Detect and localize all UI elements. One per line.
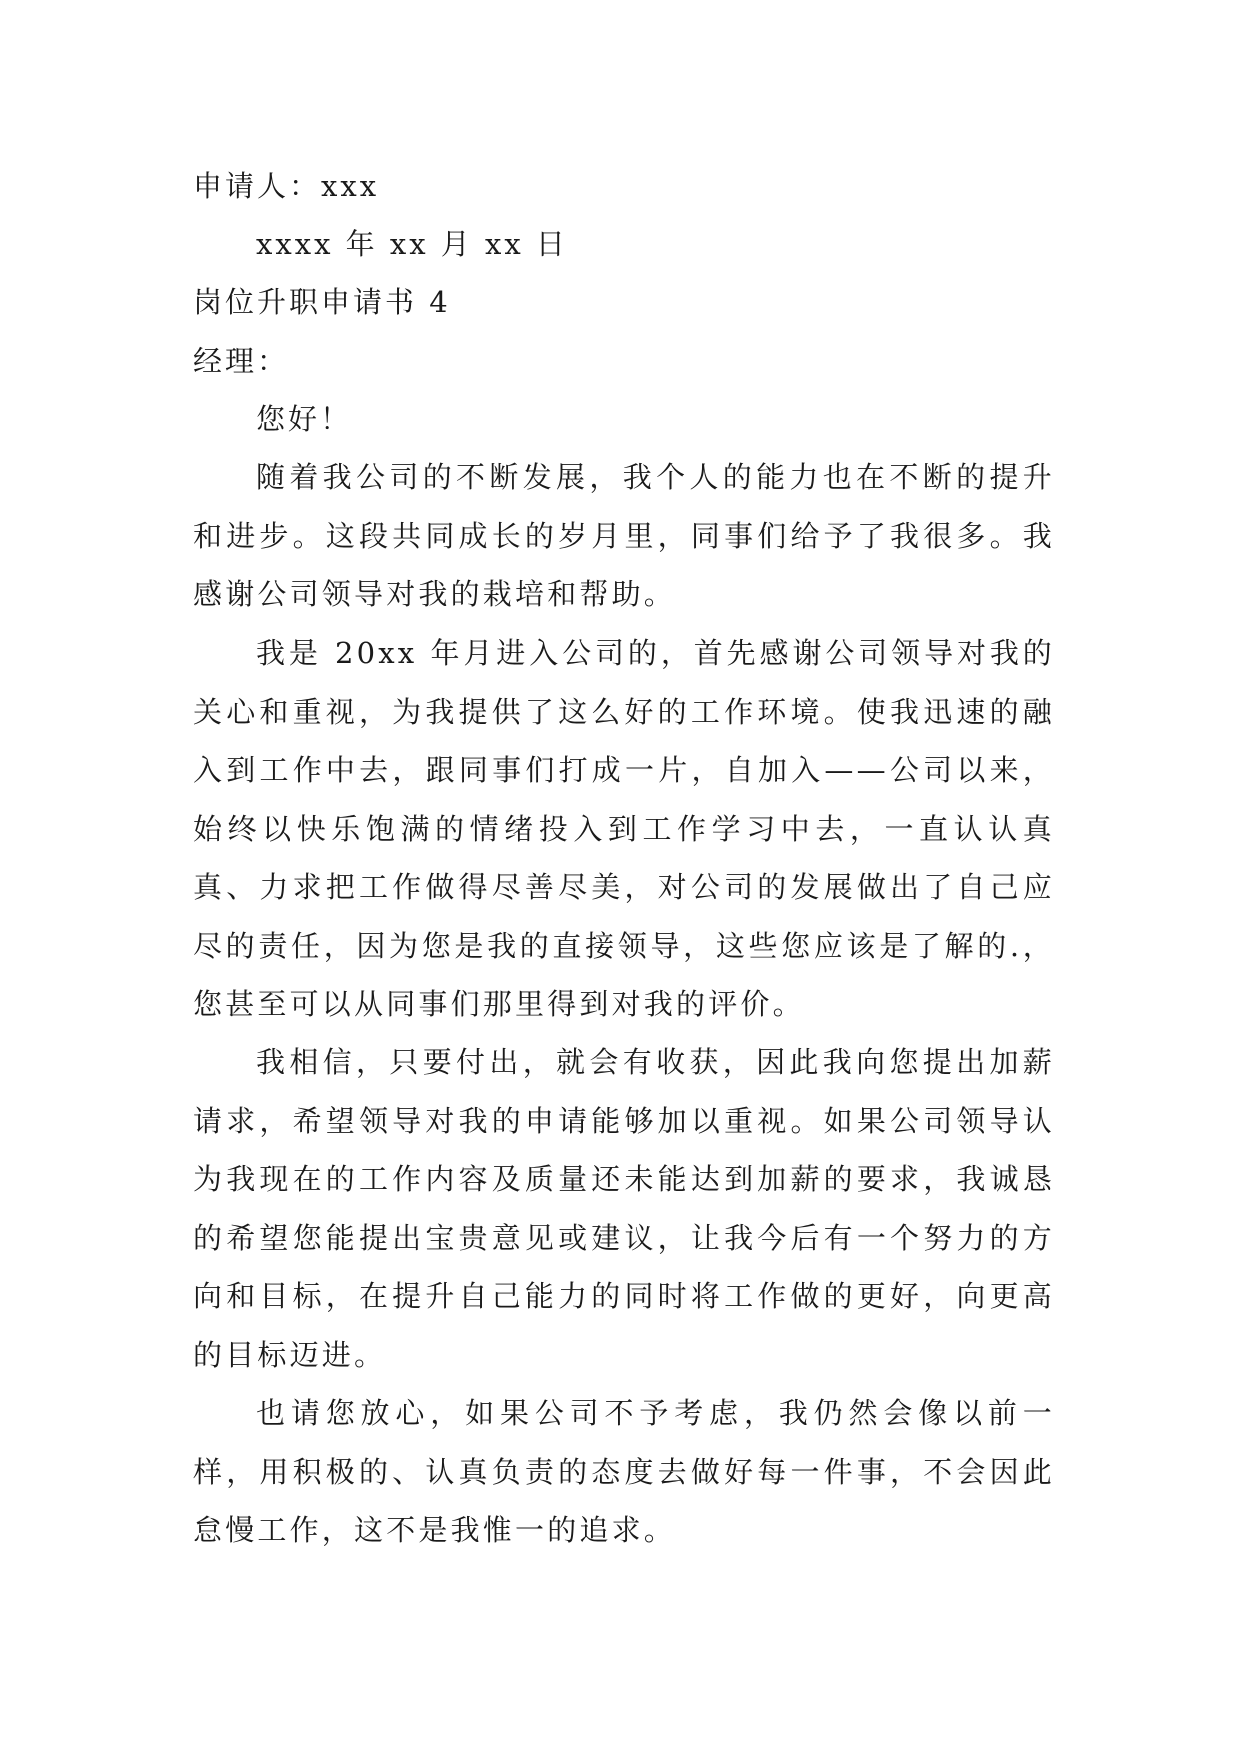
applicant-line: 申请人：xxx — [193, 169, 380, 203]
salutation: 经理： — [193, 344, 290, 378]
greeting: 您好！ — [256, 402, 353, 436]
body-paragraph-3: 我相信，只要付出，就会有收获，因此我向您提出加薪请求，希望领导对我的申请能够加以重视。如果公司领导认为我现在的工作内容及质量还未能达到加薪的要求，我诚恳的希望您能提出宝贵意见或建议，让我今后有一个努力的方向和目标，在提升自己能力的同时将工作做的更好，向更高的目标迈进。 — [193, 1045, 1055, 1372]
body-paragraph-4: 也请您放心，如果公司不予考虑，我仍然会像以前一样，用积极的、认真负责的态度去做好每一件事，不会因此怠慢工作，这不是我惟一的追求。 — [193, 1396, 1055, 1547]
body-paragraph-2: 我是 20xx 年月进入公司的，首先感谢公司领导对我的关心和重视，为我提供了这么好的工作环境。使我迅速的融入到工作中去，跟同事们打成一片，自加入——公司以来，始终以快乐饱满的情绪投入到工作学习中去，一直认认真真、力求把工作做得尽善尽美，对公司的发展做出了自己应尽的责任，因为您是我的直接领导，这些您应该是了解的.，您甚至可以从同事们那里得到对我的评价。 — [193, 636, 1055, 1021]
letter-title: 岗位升职申请书 4 — [193, 285, 451, 319]
date-line: xxxx 年 xx 月 xx 日 — [256, 227, 568, 261]
body-paragraph-1: 随着我公司的不断发展，我个人的能力也在不断的提升和进步。这段共同成长的岁月里，同事们给予了我很多。我感谢公司领导对我的栽培和帮助。 — [193, 460, 1055, 611]
